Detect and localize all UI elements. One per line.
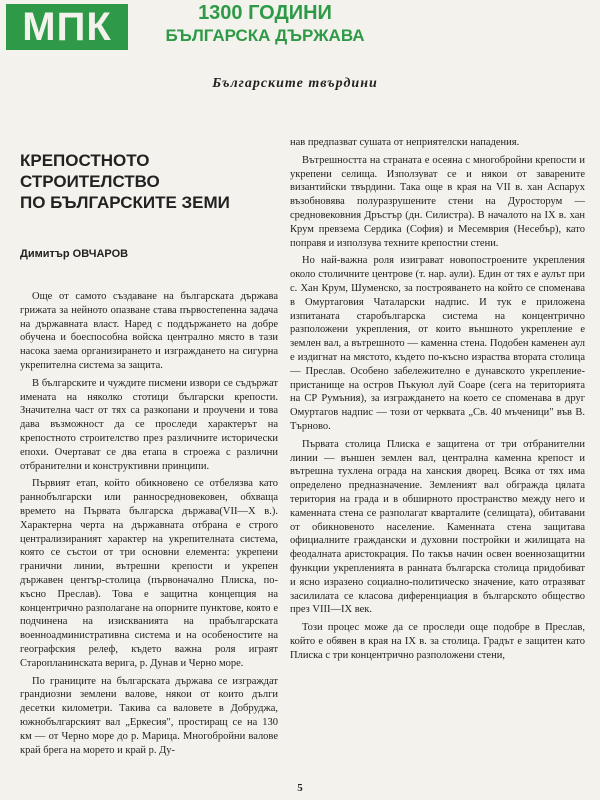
paragraph: Вътрешността на страната е осеяна с многобройни крепости и укрепени селища. Използуват се и някои от заварените византийски твърдини. Така още в края на VII в. хан Аспарух възобновява полуразрушените стени на Дуросторум — средновековния Дръстър (дн. Силистра). В началото на IX в. хан Крум превзема Сердика (София) и Месемврия (Несебър), като поправя и използува техните крепостни стени. [290,154,585,249]
title-line: КРЕПОСТНОТО [20,151,150,170]
paragraph: Още от самото създаване на българската държава грижата за нейното опазване става първостепенна задача на държавната власт. Наред с поддържането на добре обучена и боеспособна войска централно място в тази насока заема организирането и изграждането на сигурна укрепителна система за защита. [20,291,278,371]
banner-line-1: 1300 ГОДИНИ [198,2,332,24]
right-column [290,136,585,786]
title-line: СТРОИТЕЛСТВО [20,172,160,191]
banner-line-2: БЪЛГАРСКА ДЪРЖАВА [165,26,365,45]
header [0,0,600,60]
article-title [20,150,270,213]
paragraph: В българските и чуждите писмени извори се съдържат имената на няколко стотици български крепости. Значителна част от тях са разкопани и проучени и това дава възможност да се проследи характерът на крепостното строителство през различните исторически епохи. Очертават се два етапа в строежа с различни отбранителни и конструктивни принципи. [20,377,278,472]
logo: МПК [6,4,128,50]
paragraph: Първата столица Плиска е защитена от три отбранителни линии — външен землен вал, централна каменна крепост и вътрешна тухлена ограда на ханския дворец. Всяка от тях има определено предназначение. Землeният вал обгражда цялата територия на града и в обширното пространство между него и каменната стена се разполагат кварталите (селищата), обитавани от обикновеното население. Каменната стена защитава официалните граждански и духовни постройки и жилищата на феодалната аристокрация. По такъв начин освен военнозащитни функции укрепленията в ранната българска столица придобиват и ясно изразено социално-политическо значение, като отразяват засилилата се класова диференциация в българското общество през VIII—IX век. [290,438,585,616]
paragraph: Но най-важна роля изиграват новопостроените укрепления около столичните центрове (т. нар. аули). Един от тях е аулът при с. Хан Крум, Шуменско, за построяването на който се споменава в Омуртаговия Чаталарски надпис. И тук е приложена изпитаната старобългарска система на концентрично разположени укрепления, от които външното укрепление е землен вал, а вътрешното — каменна стена. Подобен каменен аул е издигнат на мястото, където по-късно израства втората столица — Преслав. Особено забележително е дунавското укрепление-пристанище на остров Пъкуюл луй Соаре (сега на територията на СР Румъния), за изграждането на което се споменава в друг Омуртагов надпис — този от черквата „Св. 40 мъченици" във В. Търново. [290,255,585,432]
anniversary-banner [140,2,390,48]
page-number: 5 [297,782,303,794]
paragraph: Първият етап, който обикновено се отбелязва като раннобългарски или ранносредновековен, обхваща времето на Първата българска държава(VII—X в.). Характерна черта на държавната отбрана е строго централизираният характер на укрепителната система, която се състои от три основни елемента: укрепени гранични линии, вътрешни крепости и укрепен държавен център-столица (първоначално Плиска, по-късно Преслав). Това е защитна концепция на концентрично разполагане на опорните пунктове, която е подчинена на изискванията на прабългарската военноадминистративна система и на особеностите на географския релеф, където важна роля играят Старопланинската верига, р. Дунав и Черно море. [20,478,278,669]
paragraph: нав предпазват сушата от неприятелски нападения. [290,137,520,148]
title-line: ПО БЪЛГАРСКИТЕ ЗЕМИ [20,193,230,212]
section-title: Българските твърдини [212,76,378,91]
author-name: Димитър ОВЧАРОВ [20,248,129,260]
left-column [20,290,278,786]
paragraph: По границите на българската държава се изграждат грандиозни землени валове, някои от които дълги десетки километри. Такива са валовете в Добруджа, южнобългарският вал „Еркесия", простиращ се на 130 км — от Черно море до р. Марица. Многобройни валове край брега на морето и край р. Ду- [20,675,278,756]
paragraph: Този процес може да се проследи още подобре в Преслав, който е обявен в края на IX в. за столица. Градът е защитен като Плиска с три концентрично разположени стени, [290,622,585,661]
